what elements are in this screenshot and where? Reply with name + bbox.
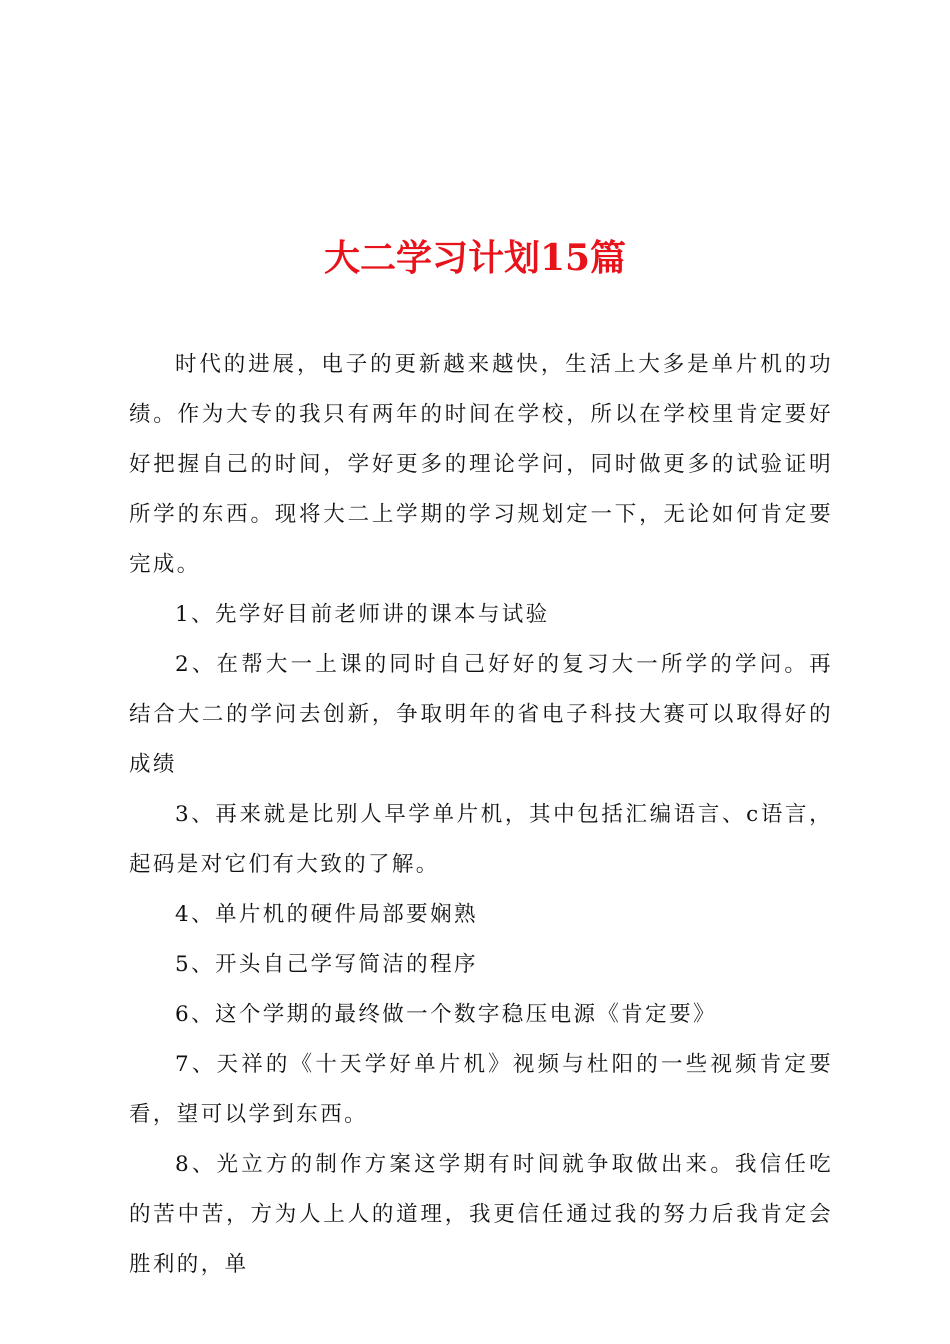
- list-item-3: 3、再来就是比别人早学单片机，其中包括汇编语言、c语言，起码是对它们有大致的了解。: [129, 802, 833, 877]
- paragraph-intro: 时代的进展，电子的更新越来越快，生活上大多是单片机的功绩。作为大专的我只有两年的时间在学校，所以在学校里肯定要好好把握自己的时间，学好更多的理论学问，同时做更多的试验证明所学的东西。现将大二上学期的学习规划定一下，无论如何肯定要完成。: [129, 352, 833, 577]
- list-item-4: 4、单片机的硬件局部要娴熟: [175, 902, 478, 927]
- list-item-5: 5、开头自己学写简洁的程序: [175, 952, 478, 977]
- list-item-1: 1、先学好目前老师讲的课本与试验: [175, 602, 550, 627]
- list-item-6: 6、这个学期的最终做一个数字稳压电源《肯定要》: [175, 1002, 717, 1027]
- list-item-8: 8、光立方的制作方案这学期有时间就争取做出来。我信任吃的苦中苦，方为人上人的道理，我更信任通过我的努力后我肯定会胜利的，单: [129, 1152, 833, 1277]
- document-body: [129, 340, 833, 1290]
- list-item-2: 2、在帮大一上课的同时自己好好的复习大一所学的学问。再结合大二的学问去创新，争取明年的省电子科技大赛可以取得好的成绩: [129, 652, 833, 777]
- page-title: 大二学习计划15篇: [323, 237, 627, 280]
- list-item-7: 7、天祥的《十天学好单片机》视频与杜阳的一些视频肯定要看，望可以学到东西。: [129, 1052, 833, 1127]
